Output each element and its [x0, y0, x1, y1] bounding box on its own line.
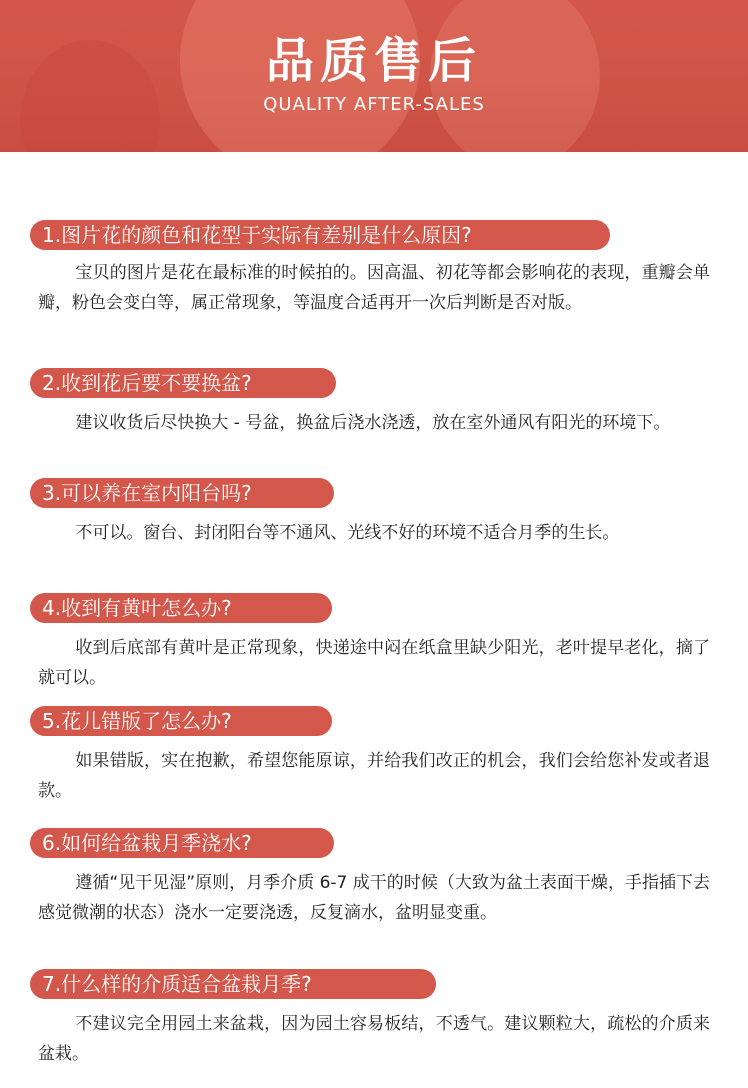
header-banner: [0, 0, 748, 152]
page-subtitle: QUALITY AFTER-SALES: [263, 94, 485, 115]
faq-question: 1.图片花的颜色和花型于实际有差别是什么原因?: [30, 220, 610, 250]
faq-answer: 如果错版，实在抱歉，希望您能原谅，并给我们改正的机会，我们会给您补发或者退款。: [38, 751, 710, 801]
faq-answer: 不建议完全用园土来盆栽，因为园土容易板结，不透气。建议颗粒大，疏松的介质来盆栽。: [38, 1014, 710, 1064]
faq-question: 6.如何给盆栽月季浇水?: [30, 828, 334, 858]
faq-answer: 遵循“见干见湿”原则，月季介质 6-7 成干的时候（大致为盆土表面干燥，手指插下去感觉微潮的状态）浇水一定要浇透，反复滴水，盆明显变重。: [38, 873, 710, 923]
faq-answer: 不可以。窗台、封闭阳台等不通风、光线不好的环境不适合月季的生长。: [75, 523, 620, 543]
faq-question: 7.什么样的介质适合盆栽月季?: [30, 969, 436, 999]
faq-answer: 收到后底部有黄叶是正常现象，快递途中闷在纸盒里缺少阳光，老叶提早老化，摘了就可以。: [38, 638, 710, 688]
page-title: 品质售后: [265, 33, 482, 89]
faq-answer: 建议收货后尽快换大 - 号盆，换盆后浇水浇透，放在室外通风有阳光的环境下。: [75, 413, 671, 433]
faq-answer: 宝贝的图片是花在最标准的时候拍的。因高温、初花等都会影响花的表现，重瓣会单瓣，粉色会变白等，属正常现象，等温度合适再开一次后判断是否对版。: [38, 263, 710, 313]
faq-question: 4.收到有黄叶怎么办?: [30, 593, 332, 623]
faq-question: 2.收到花后要不要换盆?: [30, 368, 336, 398]
faq-question: 3.可以养在室内阳台吗?: [30, 478, 334, 508]
faq-question: 5.花儿错版了怎么办?: [30, 706, 332, 736]
